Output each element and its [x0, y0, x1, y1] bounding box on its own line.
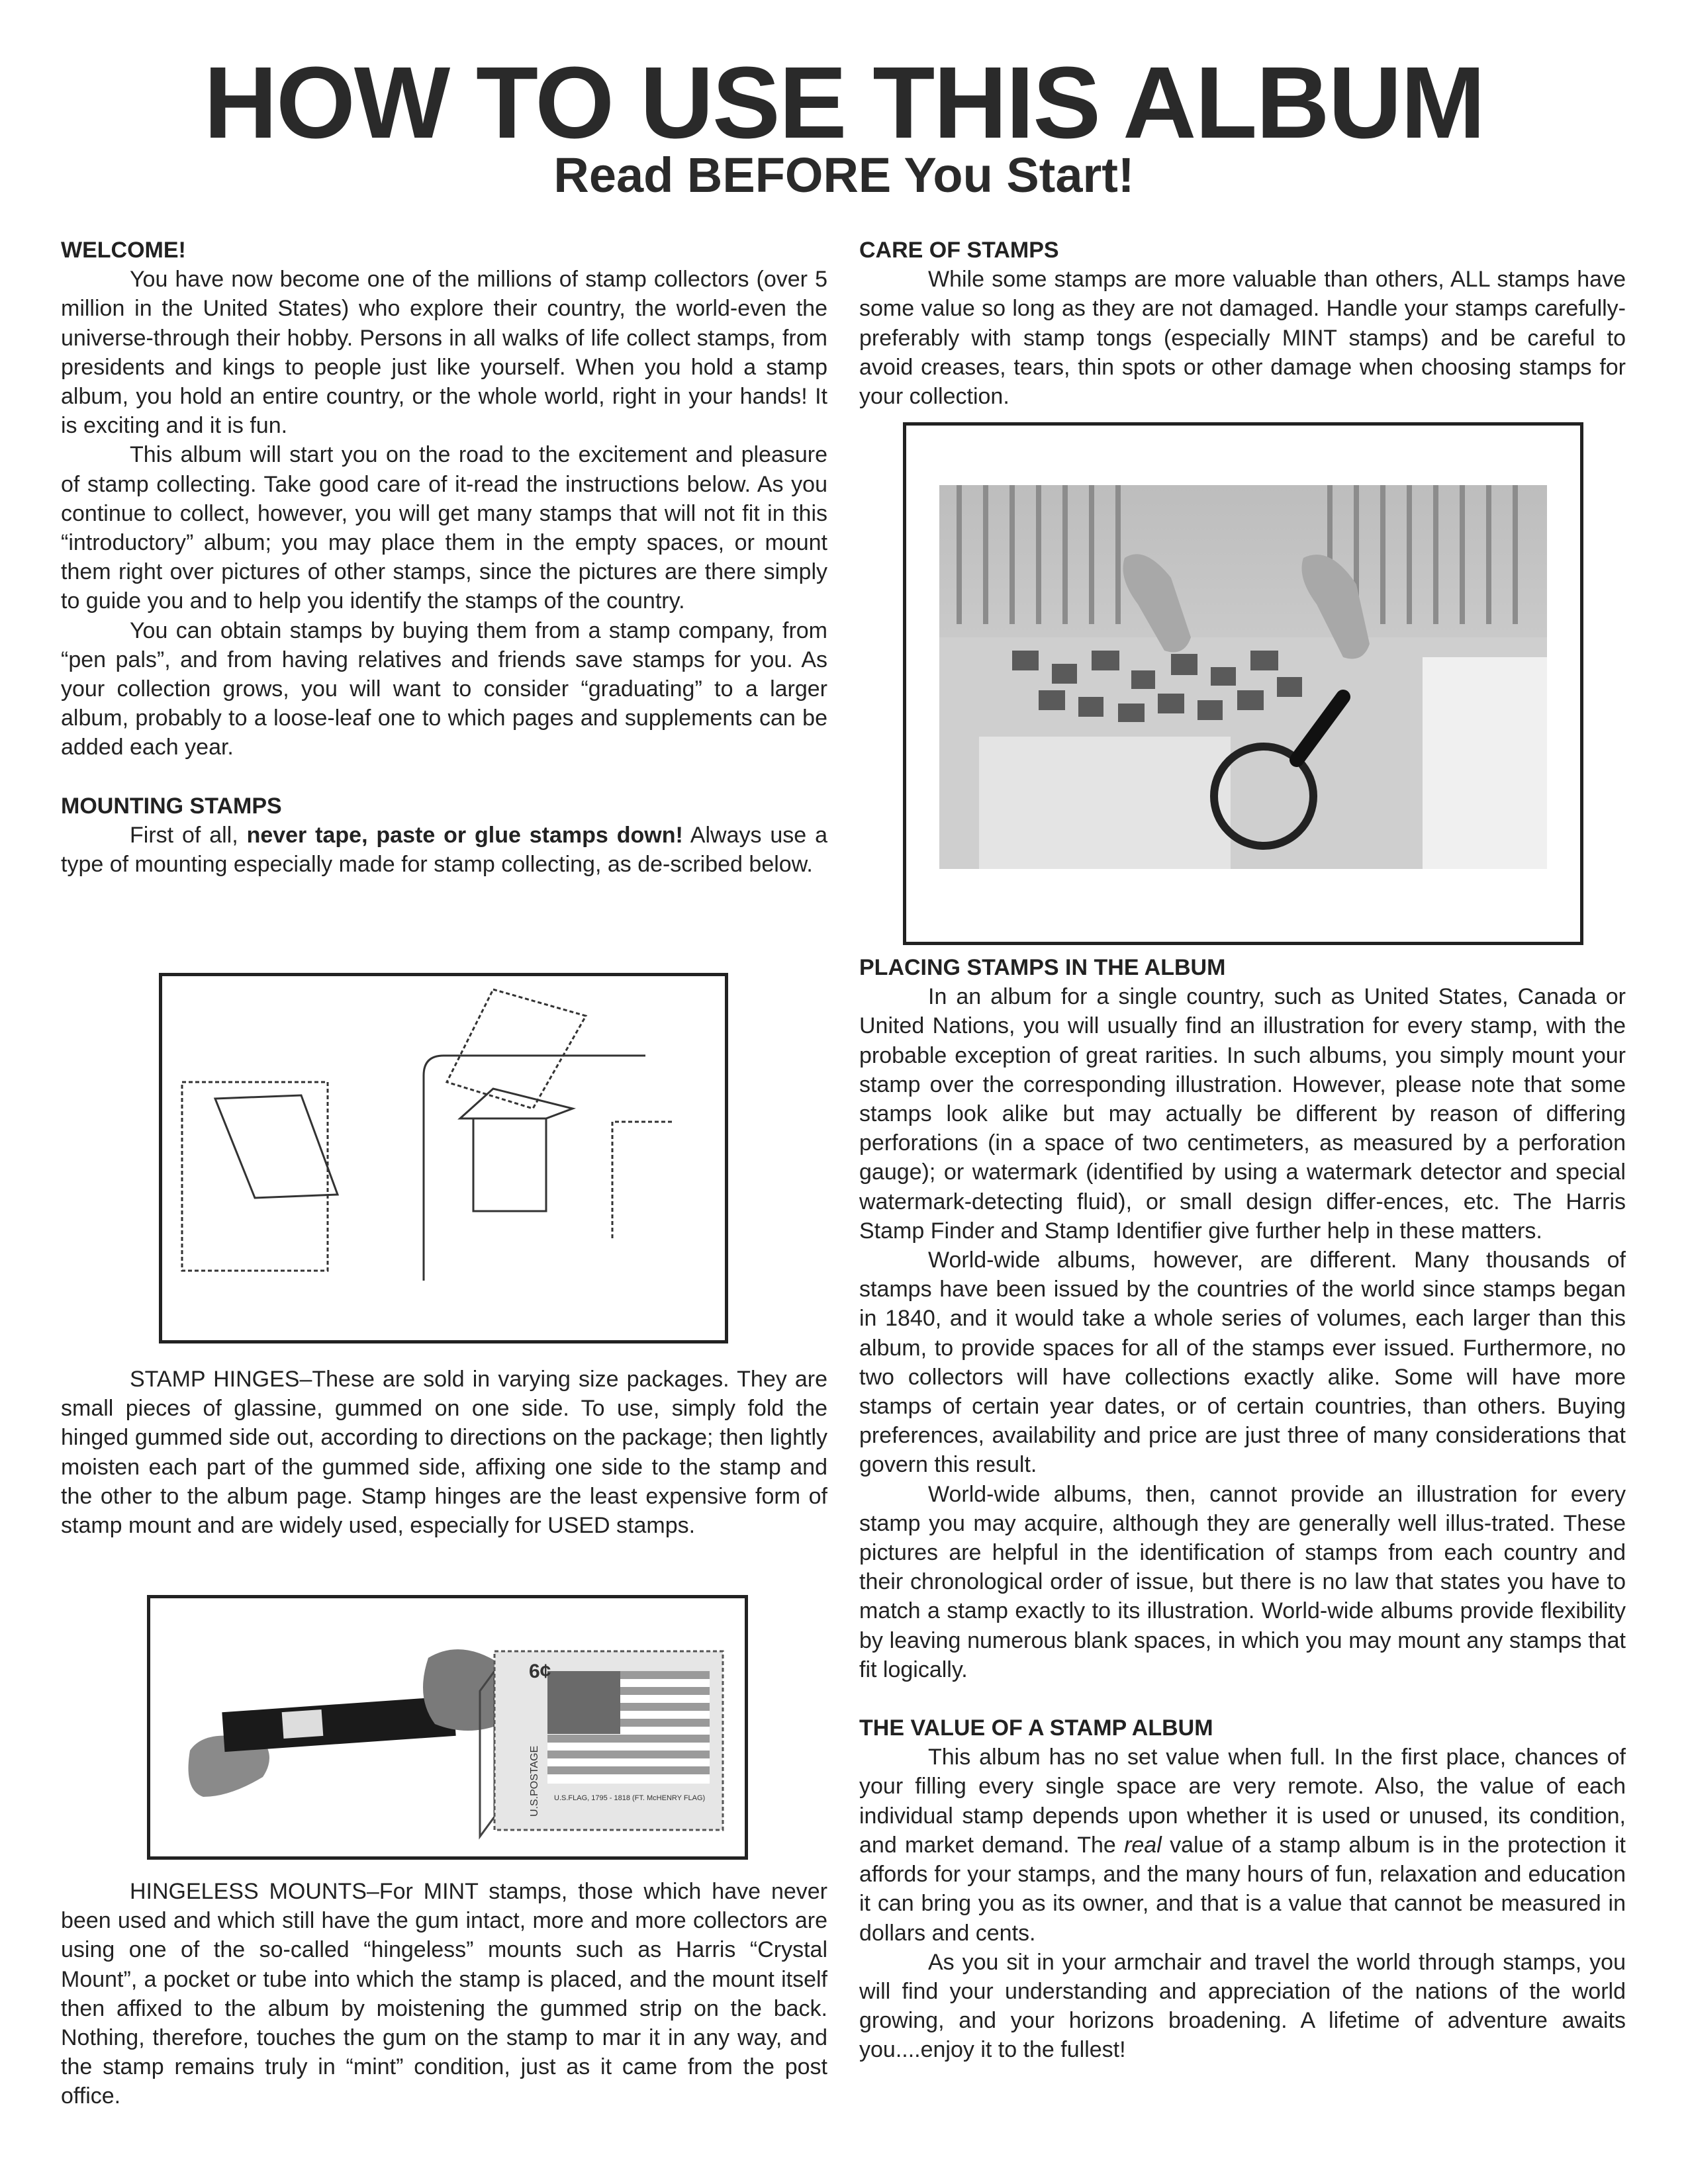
placing-paragraph-2: World-wide albums, however, are different. Many thousands of stamps have been issued by the countries of the world since stamps began in 1840, and it would take a whole series of volumes, each larger than this album, to provide spaces for all of the stamps ever issued. Furthermore, no two collectors will have collections exactly alike. Some will have more stamps of certain year dates, or of certain countries, than others. Buying preferences, availability and price are just three of many considerations that govern this result. [859, 1248, 1626, 1478]
placing-paragraph-1: In an album for a single country, such as United States, Canada or United Nations, you will usually find an illustration for every stamp, with the probable exception of great rarities. In such albums, you simply mount your stamp over the corresponding illustration. However, please note that some stamps look alike but may actually be different by reason of differing perforations (in a space of two centimeters, as measured by a perforation gauge); or watermark (identified by using a watermark detector and special watermark-detecting fluid), or small design differ-ences, etc. The Harris Stamp Finder and Stamp Identifier give further help in these matters. [859, 984, 1626, 1244]
hingeless-mounts-paragraph: HINGELESS MOUNTS–For MINT stamps, those which have never been used and which still have the gum intact, more and more collectors are using one of the so-called “hingeless” mounts such as Harris “Crystal Mount”, a pocket or tube into which the stamp is placed, and the mount itself then affixed to the album by moistening the gummed strip on the back. Nothing, therefore, touches the gum on the stamp to mar it in any way, and the stamp remains truly in “mint” condition, just as it came from the post office. [61, 1879, 827, 2109]
album-page-right [1423, 657, 1547, 869]
value-paragraph-2: As you sit in your armchair and travel the world through stamps, you will find your understanding and appreciation of the nations of the world growing, and your horizons broadening. A lifetime of adventure awaits you....enjoy it to the fullest! [859, 1949, 1626, 2063]
hinge-diagram [162, 976, 725, 1340]
care-heading: CARE OF STAMPS [859, 238, 1059, 263]
value-text-end: value of a stamp album is in the protection it affords for your stamps, and the many hours of fun, relaxation and education it can bring you as its owner, and that is a value that cannot be measured in dollars and cents. [859, 1832, 1626, 1946]
mounting-warning: never tape, paste or glue stamps down! [246, 822, 683, 848]
mounting-text-end: Always use a type of mounting especially made for stamp collecting, as de-scribed below. [61, 822, 827, 878]
placing-heading: PLACING STAMPS IN THE ALBUM [859, 955, 1226, 980]
mounting-paragraph [61, 821, 827, 879]
welcome-paragraph-3: You can obtain stamps by buying them from a stamp company, from “pen pals”, and from having relatives and friends save stamps for you. As your collection grows, you will want to consider “graduating” to a larger album, probably to a loose-leaf one to which pages and supplements can be added each year. [61, 617, 827, 760]
stamp-hinges-paragraph: STAMP HINGES–These are sold in varying size packages. They are small pieces of glassine, gummed on one side. To use, simply fold the hinged gummed side out, according to directions on the package; then lightly moisten each part of the gummed side, affixing one side to the stamp and the other to the album page. Stamp hinges are the least expensive form of stamp mount and are widely used, especially for USED stamps. [61, 1367, 827, 1539]
stamp-caption: U.S.FLAG, 1795 - 1818 (FT. McHENRY FLAG) [554, 1794, 706, 1802]
hinge-diagram-figure [159, 973, 728, 1343]
welcome-paragraph-2: This album will start you on the road to the excitement and pleasure of stamp collecting. Take good care of it-read the instructions below. As you continue to collect, however, you will get many stamps that will not fit in this “introductory” album; you may place them in the empty spaces, or mount them right over pictures of other stamps, since the pictures are there simply to guide you and to help you identify the stamps of the country. [61, 442, 827, 614]
left-column-top [61, 236, 827, 879]
flag-canton [547, 1671, 620, 1734]
left-column-bottom [61, 1877, 827, 2111]
mount-strip [222, 1696, 455, 1752]
mounting-heading: MOUNTING STAMPS [61, 793, 282, 819]
value-text-start: This album has no set value when full. In the first place, chances of your filling every single space are very remote. Also, the value of each individual stamp depends upon whether it is used or unused, its condition, and market demand. The [859, 1745, 1626, 1858]
placing-paragraph-3: World-wide albums, then, cannot provide an illustration for every stamp you may acquire, although they are generally well illus-trated. These pictures are helpful in the identification of stamps from each country and their chronological order of issue, but there is no law that states you have to match a stamp exactly to its illustration. World-wide albums provide flexibility by leaving numerous blank spaces, in which you may mount any stamps that fit logically. [859, 1481, 1626, 1682]
hinge-flap-left [215, 1095, 338, 1198]
small-stamp-in-mount [282, 1709, 324, 1739]
hingeless-mount-figure [147, 1595, 748, 1860]
welcome-heading: WELCOME! [61, 238, 186, 263]
care-paragraph: While some stamps are more valuable than others, ALL stamps have some value so long as they are not damaged. Handle your stamps carefully-preferably with stamp tongs (especially MINT stamps) and be careful to avoid creases, tears, thin spots or other damage when choosing stamps for your collection. [859, 267, 1626, 410]
stamp-outline-right [612, 1122, 672, 1241]
hingeless-mount-photo [150, 1598, 745, 1856]
stamp-country-label: U.S.POSTAGE [529, 1745, 540, 1817]
right-column-bottom [859, 953, 1626, 2065]
page-title: HOW TO USE THIS ALBUM [203, 46, 1485, 159]
value-heading: THE VALUE OF A STAMP ALBUM [859, 1715, 1213, 1741]
right-column-top [859, 236, 1626, 411]
welcome-paragraph-1: You have now become one of the millions of stamp collectors (over 5 million in the United States) who explore their country, the world-even the universe-through their hobby. Persons in all walks of life collect stamps, from presidents and kings to people just like yourself. When you hold a stamp album, you hold an entire country, or the whole world, right in your hands! It is exciting and it is fun. [61, 267, 827, 439]
stamp-sorting-photo [906, 426, 1580, 942]
care-photo-figure [903, 422, 1583, 945]
left-column-middle [61, 1365, 827, 1540]
mounting-text-start: First of all, [130, 822, 247, 848]
value-paragraph-1 [859, 1743, 1626, 1947]
album-page-left [979, 737, 1231, 869]
value-emphasis: real [1124, 1832, 1162, 1858]
stamp-outline-middle [447, 989, 586, 1109]
page-subtitle: Read BEFORE You Start! [553, 148, 1135, 203]
hinge-middle [473, 1118, 546, 1211]
stamp-denomination: 6¢ [529, 1661, 551, 1682]
